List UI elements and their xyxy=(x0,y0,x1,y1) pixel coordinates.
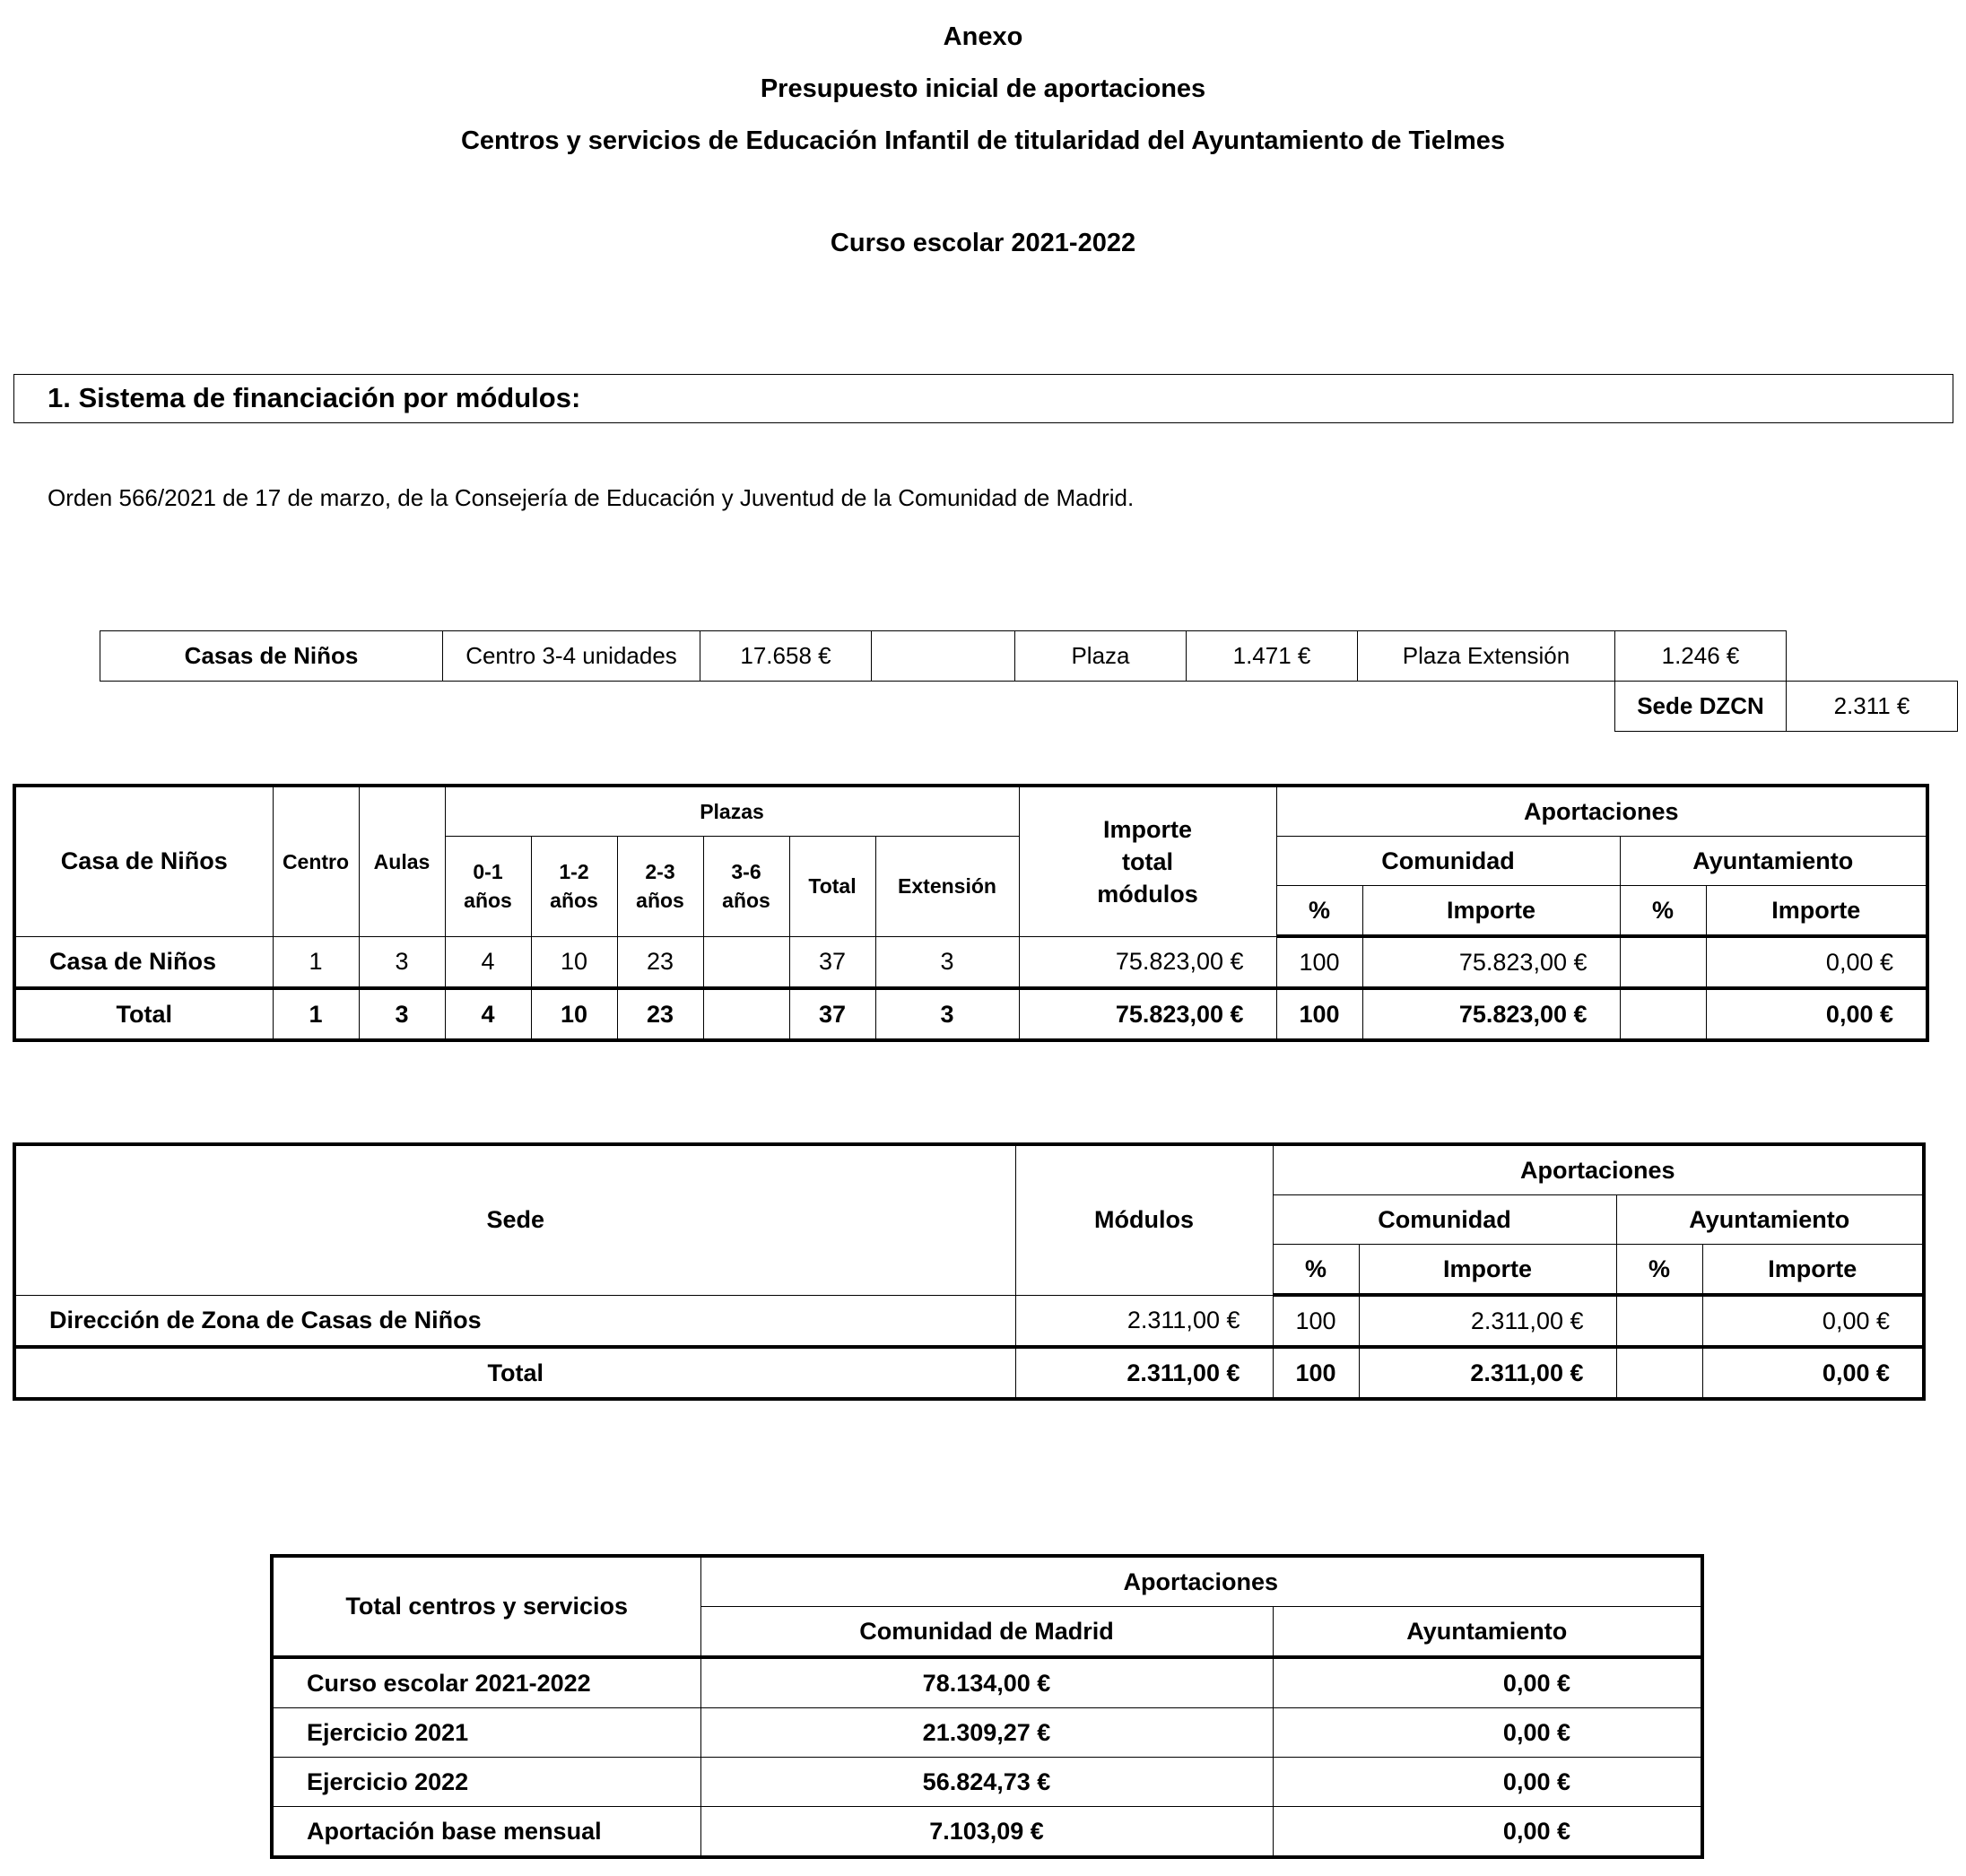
school-year: Curso escolar 2021-2022 xyxy=(830,229,1136,257)
row-p23: 23 xyxy=(617,936,703,988)
section-heading: 1. Sistema de financiación por módulos: xyxy=(13,374,1953,423)
row-ayuntamiento: 0,00 € xyxy=(1273,1657,1702,1708)
row-p01: 4 xyxy=(445,936,531,988)
table-row xyxy=(14,936,1927,988)
table-row xyxy=(14,1295,1924,1347)
total-name: Total xyxy=(14,1347,1015,1399)
header-age-2-3: 2-3 años xyxy=(617,837,703,937)
total-ayto-importe: 0,00 € xyxy=(1706,988,1927,1040)
table-row xyxy=(272,1657,1702,1708)
header-ayto-importe: Importe xyxy=(1706,886,1927,937)
table-total-row xyxy=(14,1347,1924,1399)
header-age-0-1: 0-1 años xyxy=(445,837,531,937)
total-ayto-pct xyxy=(1616,1347,1702,1399)
row-p12: 10 xyxy=(531,936,617,988)
header-ayuntamiento: Ayuntamiento xyxy=(1620,837,1927,886)
row-ayto-importe: 0,00 € xyxy=(1702,1295,1924,1347)
header-comunidad: Comunidad xyxy=(1276,837,1620,886)
total-extension: 3 xyxy=(875,988,1019,1040)
total-p23: 23 xyxy=(617,988,703,1040)
header-ayuntamiento: Ayuntamiento xyxy=(1273,1607,1702,1658)
sede-label: Sede DZCN xyxy=(1615,682,1787,732)
total-ayto-pct xyxy=(1620,988,1706,1040)
plaza-label: Plaza xyxy=(1015,631,1187,682)
row-centro: 1 xyxy=(273,936,359,988)
total-com-importe: 75.823,00 € xyxy=(1362,988,1620,1040)
total-importe-total: 75.823,00 € xyxy=(1019,988,1276,1040)
module-values-table xyxy=(100,630,1958,732)
extension-label: Plaza Extensión xyxy=(1358,631,1615,682)
row-importe-total: 75.823,00 € xyxy=(1019,936,1276,988)
total-com-pct: 100 xyxy=(1276,988,1362,1040)
row-com-pct: 100 xyxy=(1276,936,1362,988)
row-comunidad: 56.824,73 € xyxy=(700,1758,1273,1807)
row-com-importe: 2.311,00 € xyxy=(1359,1295,1616,1347)
header-ayuntamiento: Ayuntamiento xyxy=(1616,1195,1924,1245)
plaza-value: 1.471 € xyxy=(1187,631,1358,682)
row-ayto-pct xyxy=(1616,1295,1702,1347)
row-comunidad: 21.309,27 € xyxy=(700,1708,1273,1758)
row-label: Ejercicio 2022 xyxy=(272,1758,700,1807)
table-row xyxy=(272,1758,1702,1807)
table-total-row xyxy=(14,988,1927,1040)
total-p36 xyxy=(703,988,789,1040)
row-com-pct: 100 xyxy=(1273,1295,1359,1347)
sede-value: 2.311 € xyxy=(1787,682,1958,732)
header-comunidad-madrid: Comunidad de Madrid xyxy=(700,1607,1273,1658)
total-modulos: 2.311,00 € xyxy=(1015,1347,1273,1399)
row-ayuntamiento: 0,00 € xyxy=(1273,1807,1702,1858)
header-com-pct: % xyxy=(1276,886,1362,937)
total-p01: 4 xyxy=(445,988,531,1040)
document-title: Presupuesto inicial de aportaciones xyxy=(760,74,1206,103)
header-ayto-importe: Importe xyxy=(1702,1245,1924,1296)
total-com-importe: 2.311,00 € xyxy=(1359,1347,1616,1399)
total-ayto-importe: 0,00 € xyxy=(1702,1347,1924,1399)
header-centro: Centro xyxy=(273,786,359,936)
header-aportaciones: Aportaciones xyxy=(1276,786,1927,837)
table-row xyxy=(272,1807,1702,1858)
totals-table xyxy=(270,1554,1704,1859)
total-com-pct: 100 xyxy=(1273,1347,1359,1399)
row-com-importe: 75.823,00 € xyxy=(1362,936,1620,988)
casa-ninos-table xyxy=(13,784,1929,1042)
total-name: Total xyxy=(14,988,273,1040)
row-ayuntamiento: 0,00 € xyxy=(1273,1708,1702,1758)
header-casa: Casa de Niños xyxy=(14,786,273,936)
header-age-1-2: 1-2 años xyxy=(531,837,617,937)
header-plazas: Plazas xyxy=(445,786,1019,837)
total-centro: 1 xyxy=(273,988,359,1040)
casas-label: Casas de Niños xyxy=(100,631,443,682)
table-row xyxy=(272,1708,1702,1758)
empty-cell xyxy=(872,631,1015,682)
total-aulas: 3 xyxy=(359,988,445,1040)
header-com-importe: Importe xyxy=(1359,1245,1616,1296)
extension-value: 1.246 € xyxy=(1615,631,1787,682)
row-total: 37 xyxy=(789,936,875,988)
row-extension: 3 xyxy=(875,936,1019,988)
header-sede: Sede xyxy=(14,1144,1015,1295)
row-ayto-importe: 0,00 € xyxy=(1706,936,1927,988)
row-comunidad: 78.134,00 € xyxy=(700,1657,1273,1708)
header-com-pct: % xyxy=(1273,1245,1359,1296)
total-total: 37 xyxy=(789,988,875,1040)
header-age-3-6: 3-6 años xyxy=(703,837,789,937)
sede-table xyxy=(13,1142,1926,1401)
header-ayto-pct: % xyxy=(1620,886,1706,937)
row-modulos: 2.311,00 € xyxy=(1015,1295,1273,1347)
header-ayto-pct: % xyxy=(1616,1245,1702,1296)
header-aulas: Aulas xyxy=(359,786,445,936)
centro-label: Centro 3-4 unidades xyxy=(443,631,700,682)
anexo-heading: Anexo xyxy=(943,22,1023,51)
header-comunidad: Comunidad xyxy=(1273,1195,1616,1245)
centro-value: 17.658 € xyxy=(700,631,872,682)
row-p36 xyxy=(703,936,789,988)
row-comunidad: 7.103,09 € xyxy=(700,1807,1273,1858)
document-subtitle: Centros y servicios de Educación Infantil de titularidad del Ayuntamiento de Tielmes xyxy=(460,126,1506,155)
row-name: Casa de Niños xyxy=(14,936,273,988)
row-label: Aportación base mensual xyxy=(272,1807,700,1858)
row-aulas: 3 xyxy=(359,936,445,988)
header-total-centros: Total centros y servicios xyxy=(272,1556,700,1657)
total-p12: 10 xyxy=(531,988,617,1040)
row-ayuntamiento: 0,00 € xyxy=(1273,1758,1702,1807)
header-extension: Extensión xyxy=(875,837,1019,937)
header-aportaciones: Aportaciones xyxy=(1273,1144,1924,1195)
row-label: Curso escolar 2021-2022 xyxy=(272,1657,700,1708)
header-aportaciones: Aportaciones xyxy=(700,1556,1702,1607)
legal-reference: Orden 566/2021 de 17 de marzo, de la Consejería de Educación y Juventud de la Comunidad de Madrid. xyxy=(48,484,1135,511)
header-importe-total: Importe total módulos xyxy=(1019,786,1276,936)
row-label: Ejercicio 2021 xyxy=(272,1708,700,1758)
header-total: Total xyxy=(789,837,875,937)
header-com-importe: Importe xyxy=(1362,886,1620,937)
row-name: Dirección de Zona de Casas de Niños xyxy=(14,1295,1015,1347)
header-modulos: Módulos xyxy=(1015,1144,1273,1295)
row-ayto-pct xyxy=(1620,936,1706,988)
